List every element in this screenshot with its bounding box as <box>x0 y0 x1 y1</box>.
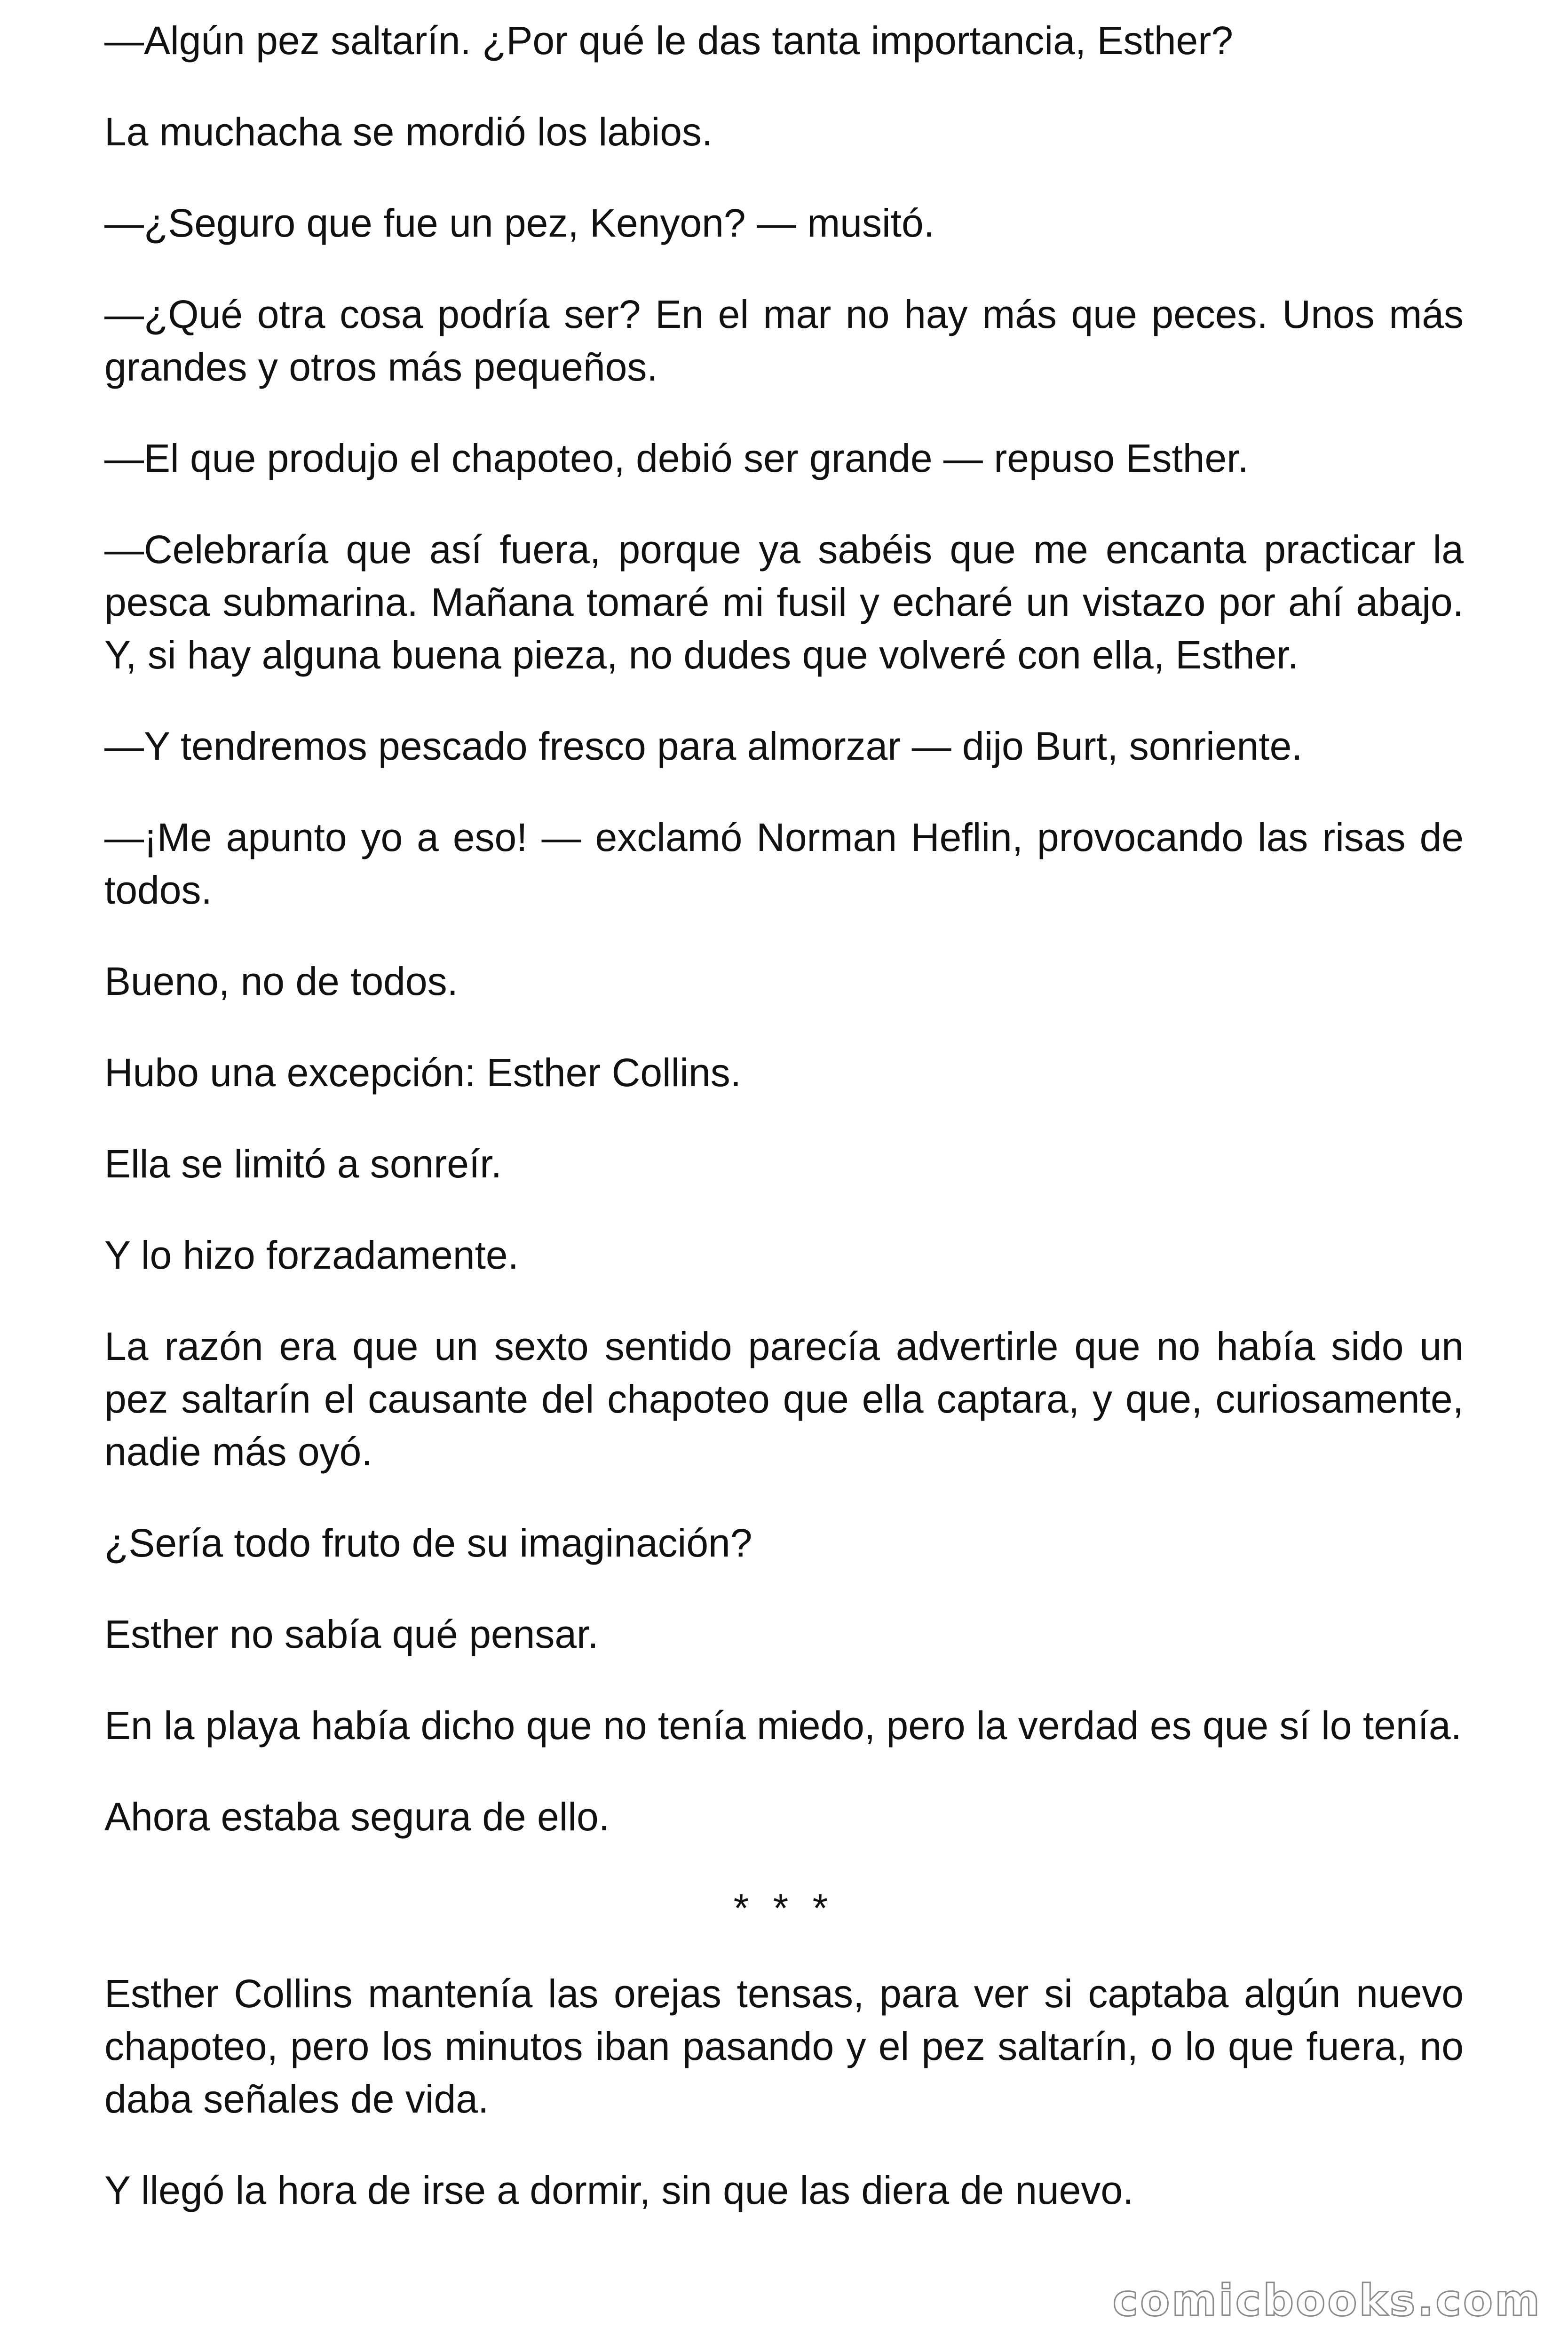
paragraph: La muchacha se mordió los labios. <box>104 110 713 154</box>
paragraph: Bueno, no de todos. <box>104 959 458 1003</box>
paragraph: —Celebraría que así fuera, porque ya sabéis que me encanta practicar la pesca submarina. Mañana tomaré mi fusil y echaré un vistazo por ahí abajo. Y, si hay alguna buena pieza, no dudes que volveré con ella, Esther. <box>104 527 1464 677</box>
page-text <box>104 14 1464 2255</box>
paragraph: —Algún pez saltarín. ¿Por qué le das tanta importancia, Esther? <box>104 18 1233 63</box>
paragraph: Ella se limitó a sonreír. <box>104 1142 502 1186</box>
paragraph: Esther Collins mantenía las orejas tensas, para ver si captaba algún nuevo chapoteo, pero los minutos iban pasando y el pez saltarín, o lo que fuera, no daba señales de vida. <box>104 1971 1464 2121</box>
paragraph: Esther no sabía qué pensar. <box>104 1612 599 1656</box>
paragraph: —El que produjo el chapoteo, debió ser grande — repuso Esther. <box>104 436 1249 480</box>
paragraph: —Y tendremos pescado fresco para almorzar — dijo Burt, sonriente. <box>104 724 1303 768</box>
paragraph: Ahora estaba segura de ello. <box>104 1795 610 1839</box>
paragraph: ¿Sería todo fruto de su imaginación? <box>104 1521 752 1565</box>
paragraph: —¡Me apunto yo a eso! — exclamó Norman Heflin, provocando las risas de todos. <box>104 815 1464 912</box>
paragraph: Y llegó la hora de irse a dormir, sin que las diera de nuevo. <box>104 2168 1134 2212</box>
paragraph: En la playa había dicho que no tenía miedo, pero la verdad es que sí lo tenía. <box>104 1703 1462 1748</box>
paragraph: Y lo hizo forzadamente. <box>104 1233 519 1277</box>
scene-separator: * * * <box>733 1886 835 1930</box>
paragraph: —¿Qué otra cosa podría ser? En el mar no hay más que peces. Unos más grandes y otros más pequeños. <box>104 292 1464 389</box>
paragraph: Hubo una excepción: Esther Collins. <box>104 1050 742 1095</box>
paragraph: —¿Seguro que fue un pez, Kenyon? — musitó. <box>104 201 935 245</box>
paragraph: La razón era que un sexto sentido parecía advertirle que no había sido un pez saltarín el causante del chapoteo que ella captara, y que, curiosamente, nadie más oyó. <box>104 1324 1464 1474</box>
watermark: comicbooks.com <box>1112 2275 1542 2326</box>
